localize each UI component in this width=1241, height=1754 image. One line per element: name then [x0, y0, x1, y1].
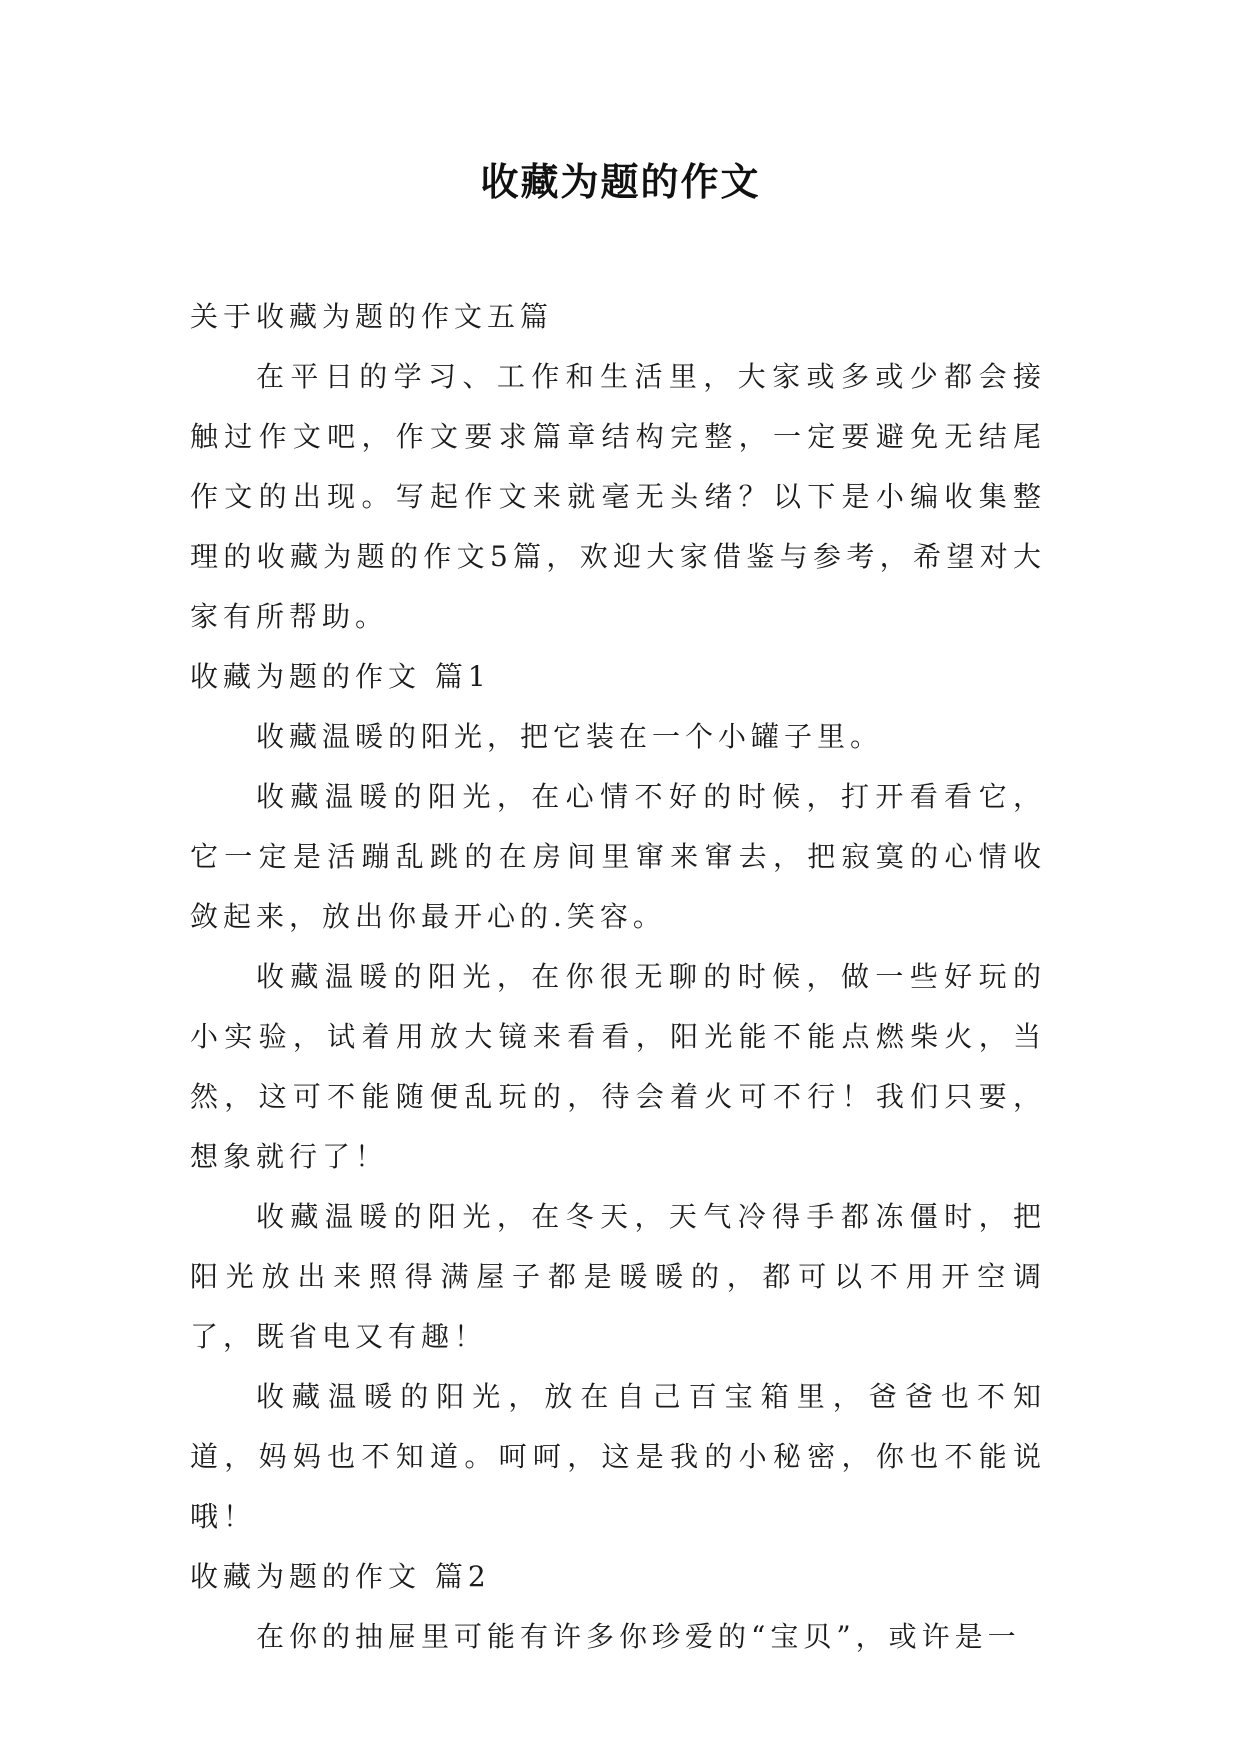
essay-1-heading: 收藏为题的作文 篇1 — [190, 660, 491, 693]
essay-2-paragraph: 在你的抽屉里可能有许多你珍爱的“宝贝”，或许是一 — [256, 1620, 1021, 1653]
essay-1-paragraph: 收藏温暖的阳光，把它装在一个小罐子里。 — [256, 720, 884, 753]
intro-paragraph: 在平日的学习、工作和生活里，大家或多或少都会接触过作文吧，作文要求篇章结构完整，一定要避免无结尾作文的出现。写起作文来就毫无头绪？以下是小编收集整理的收藏为题的作文5篇，欢迎大家借鉴与参考，希望对大家有所帮助。 — [190, 360, 1046, 633]
document-title: 收藏为题的作文 — [480, 159, 761, 204]
document-body — [190, 287, 1046, 1667]
essay-1-paragraph: 收藏温暖的阳光，放在自己百宝箱里，爸爸也不知道，妈妈也不知道。呵呵，这是我的小秘密，你也不能说哦！ — [190, 1380, 1046, 1533]
essay-1-paragraph: 收藏温暖的阳光，在你很无聊的时候，做一些好玩的小实验，试着用放大镜来看看，阳光能不能点燃柴火，当然，这可不能随便乱玩的，待会着火可不行！我们只要，想象就行了！ — [190, 960, 1046, 1173]
essay-1-paragraph: 收藏温暖的阳光，在心情不好的时候，打开看看它，它一定是活蹦乱跳的在房间里窜来窜去，把寂寞的心情收敛起来，放出你最开心的.笑容。 — [190, 780, 1046, 933]
essay-1-paragraph: 收藏温暖的阳光，在冬天，天气冷得手都冻僵时，把阳光放出来照得满屋子都是暖暖的，都可以不用开空调了，既省电又有趣！ — [190, 1200, 1046, 1353]
essay-2-heading: 收藏为题的作文 篇2 — [190, 1560, 491, 1593]
intro-heading: 关于收藏为题的作文五篇 — [190, 300, 554, 333]
